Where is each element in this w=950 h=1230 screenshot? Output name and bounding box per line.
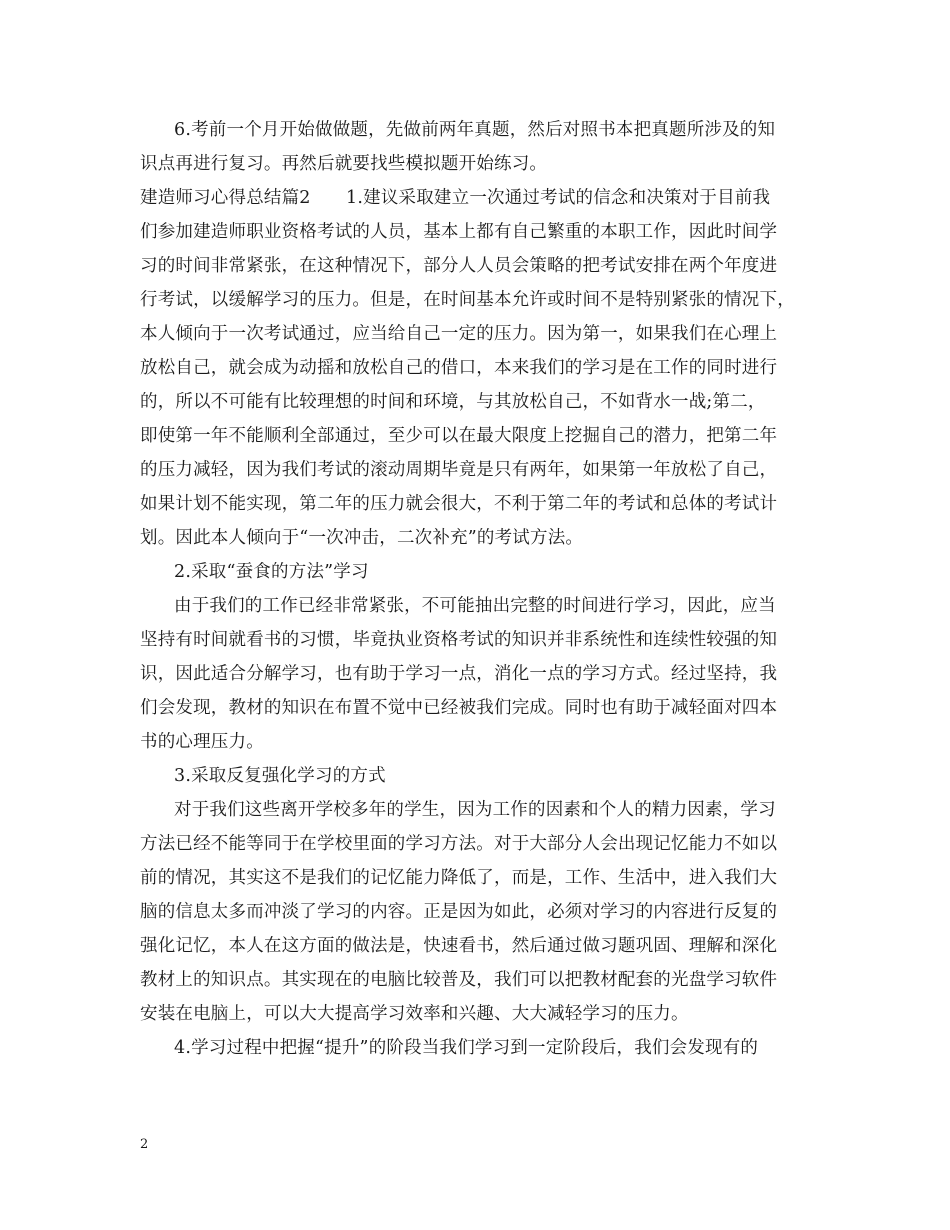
section-heading: 2.采取“蚕食的方法”学习 [174, 562, 369, 582]
text-line: 强化记忆，本人在这方面的做法是，快速看书，然后通过做习题巩固、理解和深化 [140, 936, 778, 956]
text-line: 放松自己，就会成为动摇和放松自己的借口，本来我们的学习是在工作的同时进行 [140, 358, 778, 378]
text-line: 建造师习心得总结篇2 1.建议采取建立一次通过考试的信念和决策对于目前我 [140, 188, 771, 208]
text-line: 行考试，以缓解学习的压力。但是，在时间基本允许或时间不是特别紧张的情况下， [140, 290, 795, 310]
text-line: 们参加建造师职业资格考试的人员，基本上都有自己繁重的本职工作，因此时间学 [140, 222, 778, 242]
text-line: 识点再进行复习。再然后就要找些模拟题开始练习。 [140, 154, 548, 174]
text-line: 坚持有时间就看书的习惯，毕竟执业资格考试的知识并非系统性和连续性较强的知 [140, 630, 778, 650]
text-line: 习的时间非常紧张，在这种情况下，部分人人员会策略的把考试安排在两个年度进 [140, 256, 778, 276]
text-line: 识，因此适合分解学习，也有助于学习一点，消化一点的学习方式。经过坚持，我 [140, 664, 778, 684]
text-line: 6.考前一个月开始做做题，先做前两年真题，然后对照书本把真题所涉及的知 [174, 120, 776, 140]
text-line: 的，所以不可能有比较理想的时间和环境，与其放松自己，不如背水一战;第二， [140, 392, 766, 412]
text-line: 如果计划不能实现，第二年的压力就会很大，不利于第二年的考试和总体的考试计 [140, 494, 778, 514]
text-line: 划。因此本人倾向于“一次冲击，二次补充”的考试方法。 [140, 528, 584, 548]
text-line: 4.学习过程中把握“提升”的阶段当我们学习到一定阶段后，我们会发现有的 [174, 1038, 759, 1058]
text-line: 方法已经不能等同于在学校里面的学习方法。对于大部分人会出现记忆能力不如以 [140, 834, 778, 854]
text-line: 由于我们的工作已经非常紧张，不可能抽出完整的时间进行学习，因此，应当 [174, 596, 776, 616]
text-line: 本人倾向于一次考试通过，应当给自己一定的压力。因为第一，如果我们在心理上 [140, 324, 778, 344]
text-line: 的压力减轻，因为我们考试的滚动周期毕竟是只有两年，如果第一年放松了自己， [140, 460, 778, 480]
text-line: 即使第一年不能顺利全部通过，至少可以在最大限度上挖掘自己的潜力，把第二年 [140, 426, 778, 446]
page-number: 2 [140, 1137, 149, 1152]
text-line: 对于我们这些离开学校多年的学生，因为工作的因素和个人的精力因素，学习 [174, 800, 776, 820]
text-line: 教材上的知识点。其实现在的电脑比较普及，我们可以把教材配套的光盘学习软件 [140, 970, 778, 990]
text-line: 安装在电脑上，可以大大提高学习效率和兴趣、大大减轻学习的压力。 [140, 1004, 689, 1024]
text-line: 书的心理压力。 [140, 732, 264, 752]
text-line: 前的情况，其实这不是我们的记忆能力降低了，而是，工作、生活中，进入我们大 [140, 868, 778, 888]
section-heading: 3.采取反复强化学习的方式 [174, 766, 386, 786]
text-line: 们会发现，教材的知识在布置不觉中已经被我们完成。同时也有助于减轻面对四本 [140, 698, 778, 718]
text-line: 脑的信息太多而冲淡了学习的内容。正是因为如此，必须对学习的内容进行反复的 [140, 902, 778, 922]
